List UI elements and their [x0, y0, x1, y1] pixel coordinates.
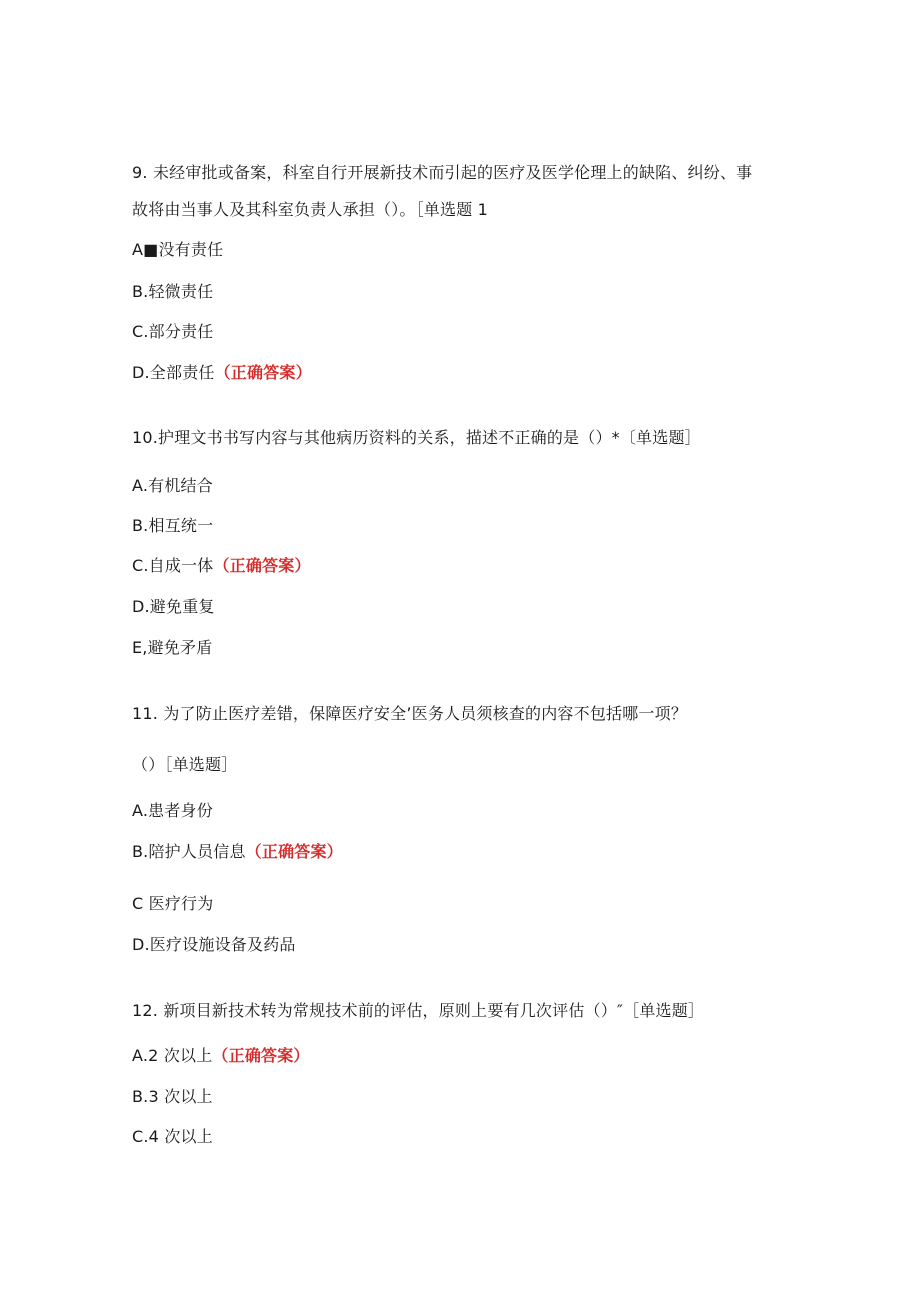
option-text: C 医疗行为	[132, 894, 214, 913]
question-10-option-d	[132, 597, 215, 617]
option-text: A.患者身份	[132, 801, 213, 820]
question-11-option-a	[132, 801, 213, 821]
question-9-option-b	[132, 282, 213, 302]
question-9-option-d	[132, 363, 312, 383]
correct-answer-tag: （正确答案）	[245, 842, 343, 861]
option-text: D.避免重复	[132, 597, 215, 616]
question-12-stem: 12. 新项目新技术转为常规技术前的评估，原则上要有几次评估（）″［单选题］	[132, 1001, 705, 1020]
question-9-stem-line-2: 故将由当事人及其科室负责人承担（）。［单选题 1	[132, 200, 489, 219]
option-text: E,避免矛盾	[132, 638, 213, 657]
option-text: C.自成一体	[132, 556, 214, 575]
option-text: D.医疗设施设备及药品	[132, 935, 296, 954]
question-10-option-a	[132, 476, 213, 496]
question-11-option-c	[132, 894, 213, 914]
question-12-option-c	[132, 1127, 213, 1147]
option-text: B.相互统一	[132, 516, 214, 535]
question-11-stem-line-1: 11. 为了防止医疗差错，保障医疗安全’医务人员须核查的内容不包括哪一项？	[132, 704, 688, 723]
question-11-stem-line-2: （）［单选题］	[132, 755, 238, 774]
question-10-option-e	[132, 638, 212, 658]
option-text: B.3 次以上	[132, 1087, 213, 1106]
option-text: D.全部责任	[132, 363, 215, 382]
correct-answer-tag: （正确答案）	[214, 363, 312, 382]
correct-answer-tag: （正确答案）	[213, 556, 311, 575]
question-10-option-c	[132, 556, 311, 576]
question-10-option-b	[132, 516, 213, 536]
option-text: B.陪护人员信息	[132, 842, 246, 861]
option-text: A.有机结合	[132, 476, 213, 495]
question-9-stem-line-1: 9. 未经审批或备案，科室自行开展新技术而引起的医疗及医学伦理上的缺陷、纠纷、事	[132, 163, 753, 182]
question-9-option-c	[132, 322, 213, 342]
option-text: C.4 次以上	[132, 1127, 213, 1146]
question-11-option-d	[132, 935, 296, 955]
question-11-option-b	[132, 842, 343, 862]
question-12-option-a	[132, 1046, 310, 1066]
question-9-option-a	[132, 240, 223, 260]
option-text: B.轻微责任	[132, 282, 214, 301]
question-10-stem: 10.护理文书书写内容与其他病历资料的关系，描述不正确的是（）*〔单选题］	[132, 428, 701, 447]
option-text: A■没有责任	[132, 240, 224, 259]
option-text: A.2 次以上	[132, 1046, 213, 1065]
correct-answer-tag: （正确答案）	[212, 1046, 310, 1065]
question-12-option-b	[132, 1087, 213, 1107]
option-text: C.部分责任	[132, 322, 214, 341]
